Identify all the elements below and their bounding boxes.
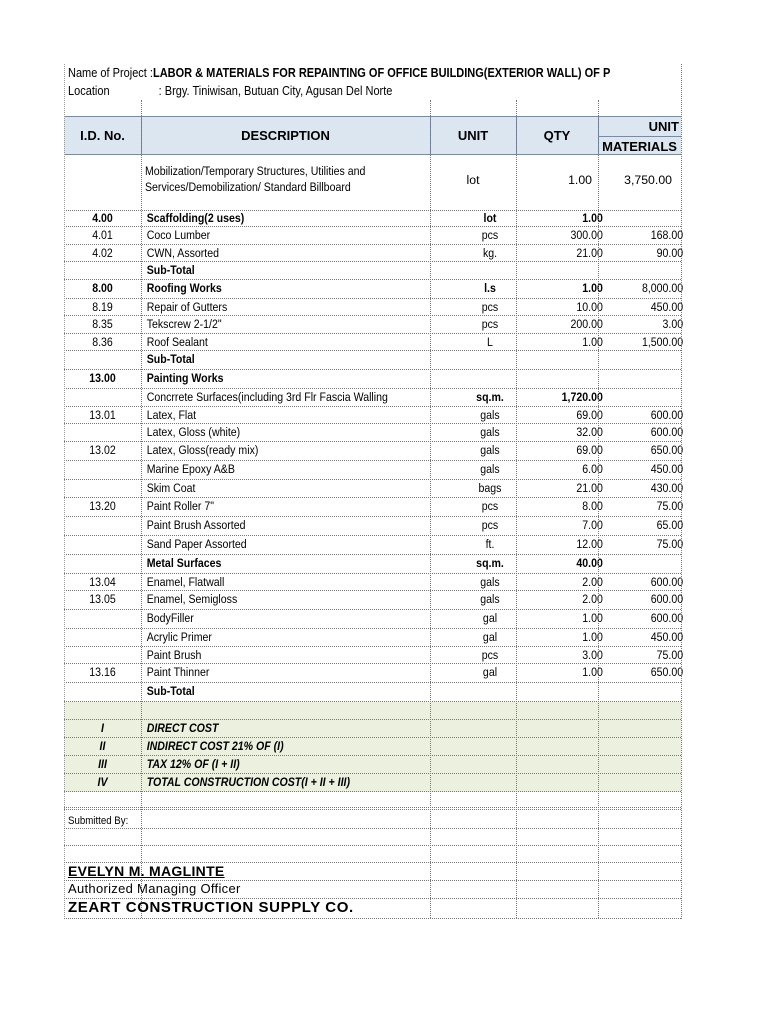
row-description: Paint Brush Assorted xyxy=(146,518,246,532)
row-unit: gals xyxy=(480,574,500,589)
header-id: I.D. No. xyxy=(80,128,125,143)
project-name-line xyxy=(68,66,610,80)
row-materials-cost: 600.00 xyxy=(650,407,684,422)
row-qty xyxy=(529,351,608,369)
table-row xyxy=(64,498,684,517)
submitted-by-label: Submitted By: xyxy=(68,815,129,827)
summary-description: TAX 12% OF (I + II) xyxy=(146,757,240,771)
row-description: Metal Surfaces xyxy=(146,555,222,570)
row-description: CWN, Assorted xyxy=(146,245,220,260)
row-description: Tekscrew 2-1/2" xyxy=(146,317,222,331)
row-qty: 6.00 xyxy=(582,461,603,476)
row-materials-cost xyxy=(611,262,690,279)
row-id xyxy=(69,536,135,554)
row-materials-cost: 650.00 xyxy=(650,442,684,457)
row-qty: 2.00 xyxy=(582,574,603,589)
row-unit: sq.m. xyxy=(476,390,504,404)
row-id: 13.20 xyxy=(89,499,116,513)
row-materials-cost xyxy=(611,555,690,573)
row-description: Roofing Works xyxy=(146,280,222,295)
row-unit xyxy=(438,370,541,388)
row-unit: gal xyxy=(482,630,498,644)
row-id: 13.01 xyxy=(89,407,116,422)
row-qty: 1.00 xyxy=(582,611,603,625)
row-id: 13.05 xyxy=(89,592,116,606)
row-id: 8.00 xyxy=(92,280,113,295)
mobilization-unit: lot xyxy=(466,173,480,187)
summary-spacer-row xyxy=(64,702,681,720)
row-materials-cost: 450.00 xyxy=(650,461,684,476)
row-id xyxy=(69,262,135,279)
row-description: Latex, Flat xyxy=(146,407,197,422)
table-row xyxy=(64,245,684,263)
table-row xyxy=(64,370,681,389)
row-materials-cost: 600.00 xyxy=(650,574,684,589)
row-unit: pcs xyxy=(481,228,499,242)
signatory-name: EVELYN M. MAGLINTE xyxy=(68,863,225,879)
row-qty xyxy=(529,683,608,701)
row-unit xyxy=(438,262,541,279)
row-description: Painting Works xyxy=(146,371,224,385)
company-name: ZEART CONSTRUCTION SUPPLY CO. xyxy=(68,899,354,916)
row-id xyxy=(69,461,135,479)
row-description: Enamel, Semigloss xyxy=(146,592,238,606)
row-qty: 21.00 xyxy=(576,245,603,260)
row-id xyxy=(69,610,135,628)
table-row xyxy=(64,299,684,317)
row-qty: 32.00 xyxy=(576,425,603,439)
row-id: 8.19 xyxy=(92,299,113,314)
row-qty: 1.00 xyxy=(582,334,603,349)
row-description: Roof Sealant xyxy=(146,334,208,349)
row-materials-cost: 75.00 xyxy=(656,537,684,551)
row-unit: pcs xyxy=(481,518,499,532)
table-row xyxy=(64,407,684,425)
row-description: Acrylic Primer xyxy=(146,630,212,644)
row-description: Latex, Gloss(ready mix) xyxy=(146,442,259,457)
row-materials-cost xyxy=(611,210,690,226)
row-qty xyxy=(529,370,608,388)
table-row xyxy=(64,629,684,647)
row-unit: sq.m. xyxy=(476,555,504,570)
table-row xyxy=(64,574,684,592)
row-id xyxy=(69,480,135,498)
row-qty: 40.00 xyxy=(576,555,603,570)
row-materials-cost xyxy=(611,370,690,388)
table-row xyxy=(64,647,684,665)
row-id xyxy=(69,683,135,701)
row-description: Coco Lumber xyxy=(146,228,211,242)
row-materials-cost xyxy=(611,683,690,701)
row-description: Sub-Total xyxy=(146,352,195,366)
table-row xyxy=(64,424,684,442)
project-name-value: LABOR & MATERIALS FOR REPAINTING OF OFFICE BUILDING(EXTERIOR WALL) OF P xyxy=(152,66,611,80)
header-materials: MATERIALS xyxy=(598,136,681,155)
mobilization-desc-line1: Mobilization/Temporary Structures, Utilities and xyxy=(145,164,366,178)
location-label: Location xyxy=(68,84,110,98)
row-unit: kg. xyxy=(482,245,498,260)
table-row xyxy=(64,334,684,352)
summary-row xyxy=(64,756,681,774)
row-qty: 1.00 xyxy=(582,665,603,679)
row-unit: gals xyxy=(480,592,500,606)
row-materials-cost: 600.00 xyxy=(650,611,684,625)
row-materials-cost: 650.00 xyxy=(650,665,684,679)
summary-id: III xyxy=(98,757,107,771)
row-unit: gals xyxy=(480,442,500,457)
summary-id: II xyxy=(99,739,106,753)
row-unit: pcs xyxy=(481,317,499,331)
row-qty: 1.00 xyxy=(582,280,603,295)
row-qty: 21.00 xyxy=(576,480,603,495)
row-unit: lot xyxy=(483,211,497,225)
row-materials-cost: 75.00 xyxy=(656,647,684,662)
row-qty: 1.00 xyxy=(582,630,603,644)
header-qty: QTY xyxy=(543,128,571,143)
row-unit: gal xyxy=(482,665,498,679)
row-description: Skim Coat xyxy=(146,480,196,495)
summary-row xyxy=(64,738,681,756)
row-description: Sub-Total xyxy=(146,684,195,698)
row-qty: 300.00 xyxy=(570,228,603,242)
row-description: Sand Paper Assorted xyxy=(146,537,247,551)
row-id xyxy=(69,351,135,369)
summary-description: DIRECT COST xyxy=(146,721,219,735)
table-row xyxy=(64,280,684,299)
row-id xyxy=(69,424,135,441)
row-id: 4.00 xyxy=(92,211,113,225)
row-unit: gals xyxy=(480,407,500,422)
location-value: : Brgy. Tiniwisan, Butuan City, Agusan Del Norte xyxy=(158,84,393,98)
row-id: 4.01 xyxy=(92,228,113,242)
summary-row xyxy=(64,774,681,792)
row-materials-cost: 8,000.00 xyxy=(641,280,684,295)
table-row xyxy=(64,389,681,407)
header-description: DESCRIPTION xyxy=(241,128,330,143)
row-materials-cost: 450.00 xyxy=(650,630,684,644)
row-materials-cost: 168.00 xyxy=(650,228,684,242)
location-line xyxy=(68,84,392,98)
row-id: 13.16 xyxy=(89,665,116,679)
row-unit: pcs xyxy=(481,647,499,662)
table-row xyxy=(64,461,684,480)
table-row xyxy=(64,351,681,370)
signatory-title: Authorized Managing Officer xyxy=(68,881,241,896)
row-description: Repair of Gutters xyxy=(146,299,228,314)
mobilization-row xyxy=(64,153,681,211)
row-id xyxy=(69,629,135,646)
mobilization-desc-line2: Services/Demobilization/ Standard Billboard xyxy=(145,180,351,194)
row-unit: gals xyxy=(480,461,500,476)
row-id xyxy=(69,647,135,664)
row-description: Enamel, Flatwall xyxy=(146,574,225,589)
table-row xyxy=(64,591,684,610)
row-unit xyxy=(438,683,541,701)
summary-row xyxy=(64,720,681,738)
row-unit: bags xyxy=(478,480,502,495)
row-qty: 69.00 xyxy=(576,442,603,457)
row-materials-cost: 90.00 xyxy=(656,245,684,260)
row-id xyxy=(69,555,135,573)
header-unit-cost: UNIT xyxy=(648,118,679,134)
row-qty: 2.00 xyxy=(582,592,603,606)
mobilization-mat: 3,750.00 xyxy=(624,173,672,187)
row-id: 8.35 xyxy=(92,317,113,331)
row-materials-cost: 430.00 xyxy=(650,480,684,495)
row-materials-cost: 600.00 xyxy=(650,425,684,439)
row-materials-cost xyxy=(611,351,690,369)
row-description: BodyFiller xyxy=(146,611,194,625)
row-qty: 69.00 xyxy=(576,407,603,422)
row-qty: 12.00 xyxy=(576,537,603,551)
table-row xyxy=(64,316,684,334)
table-row xyxy=(64,480,684,499)
table-row xyxy=(64,262,681,280)
row-id xyxy=(69,389,135,406)
row-unit: pcs xyxy=(481,299,499,314)
row-qty xyxy=(529,262,608,279)
summary-id: I xyxy=(101,721,104,735)
row-qty: 10.00 xyxy=(576,299,603,314)
row-description: Scaffolding(2 uses) xyxy=(146,211,245,225)
row-description: Latex, Gloss (white) xyxy=(146,425,241,439)
row-id xyxy=(69,517,135,535)
mobilization-qty: 1.00 xyxy=(568,173,592,187)
row-id: 4.02 xyxy=(92,245,113,260)
summary-description: INDIRECT COST 21% OF (I) xyxy=(146,739,284,753)
table-row xyxy=(64,227,684,245)
row-description: Marine Epoxy A&B xyxy=(146,461,235,476)
table-row xyxy=(64,517,684,536)
table-row xyxy=(64,442,684,461)
row-qty: 8.00 xyxy=(582,499,603,513)
row-materials-cost xyxy=(611,389,690,406)
table-row xyxy=(64,555,681,574)
row-materials-cost: 600.00 xyxy=(650,592,684,606)
row-description: Concrrete Surfaces(including 3rd Flr Fascia Walling xyxy=(146,390,388,404)
blank-row xyxy=(64,792,681,808)
row-unit: gals xyxy=(480,425,500,439)
row-description: Paint Roller 7" xyxy=(146,499,214,513)
row-qty: 1,720.00 xyxy=(561,390,603,404)
summary-id: IV xyxy=(97,775,108,789)
row-materials-cost: 3.00 xyxy=(662,317,684,331)
row-unit: l.s xyxy=(484,280,496,295)
table-row xyxy=(64,610,684,629)
table-header xyxy=(64,116,681,155)
row-id: 13.04 xyxy=(89,574,116,589)
row-unit: ft. xyxy=(485,537,495,551)
table-row xyxy=(64,683,681,702)
row-id: 13.00 xyxy=(89,371,116,385)
header-unit: UNIT xyxy=(457,128,489,143)
row-materials-cost: 450.00 xyxy=(650,299,684,314)
table-row xyxy=(64,664,684,683)
row-description: Paint Thinner xyxy=(146,665,210,679)
row-description: Paint Brush xyxy=(146,647,202,662)
row-materials-cost: 65.00 xyxy=(656,518,684,532)
row-qty: 1.00 xyxy=(582,211,603,225)
row-unit xyxy=(438,351,541,369)
summary-description: TOTAL CONSTRUCTION COST(I + II + III) xyxy=(146,775,351,789)
row-materials-cost: 1,500.00 xyxy=(641,334,684,349)
row-unit: gal xyxy=(482,611,498,625)
project-name-label: Name of Project : xyxy=(68,66,153,80)
row-materials-cost: 75.00 xyxy=(656,499,684,513)
row-unit: pcs xyxy=(481,499,499,513)
row-unit: L xyxy=(487,334,493,349)
row-qty: 7.00 xyxy=(582,518,603,532)
row-description: Sub-Total xyxy=(146,263,195,277)
table-row xyxy=(64,536,684,555)
mobilization-desc xyxy=(145,163,365,195)
row-qty: 3.00 xyxy=(582,647,603,662)
row-id: 8.36 xyxy=(92,334,113,349)
row-id: 13.02 xyxy=(89,442,116,457)
row-qty: 200.00 xyxy=(570,317,603,331)
table-row xyxy=(64,210,681,227)
